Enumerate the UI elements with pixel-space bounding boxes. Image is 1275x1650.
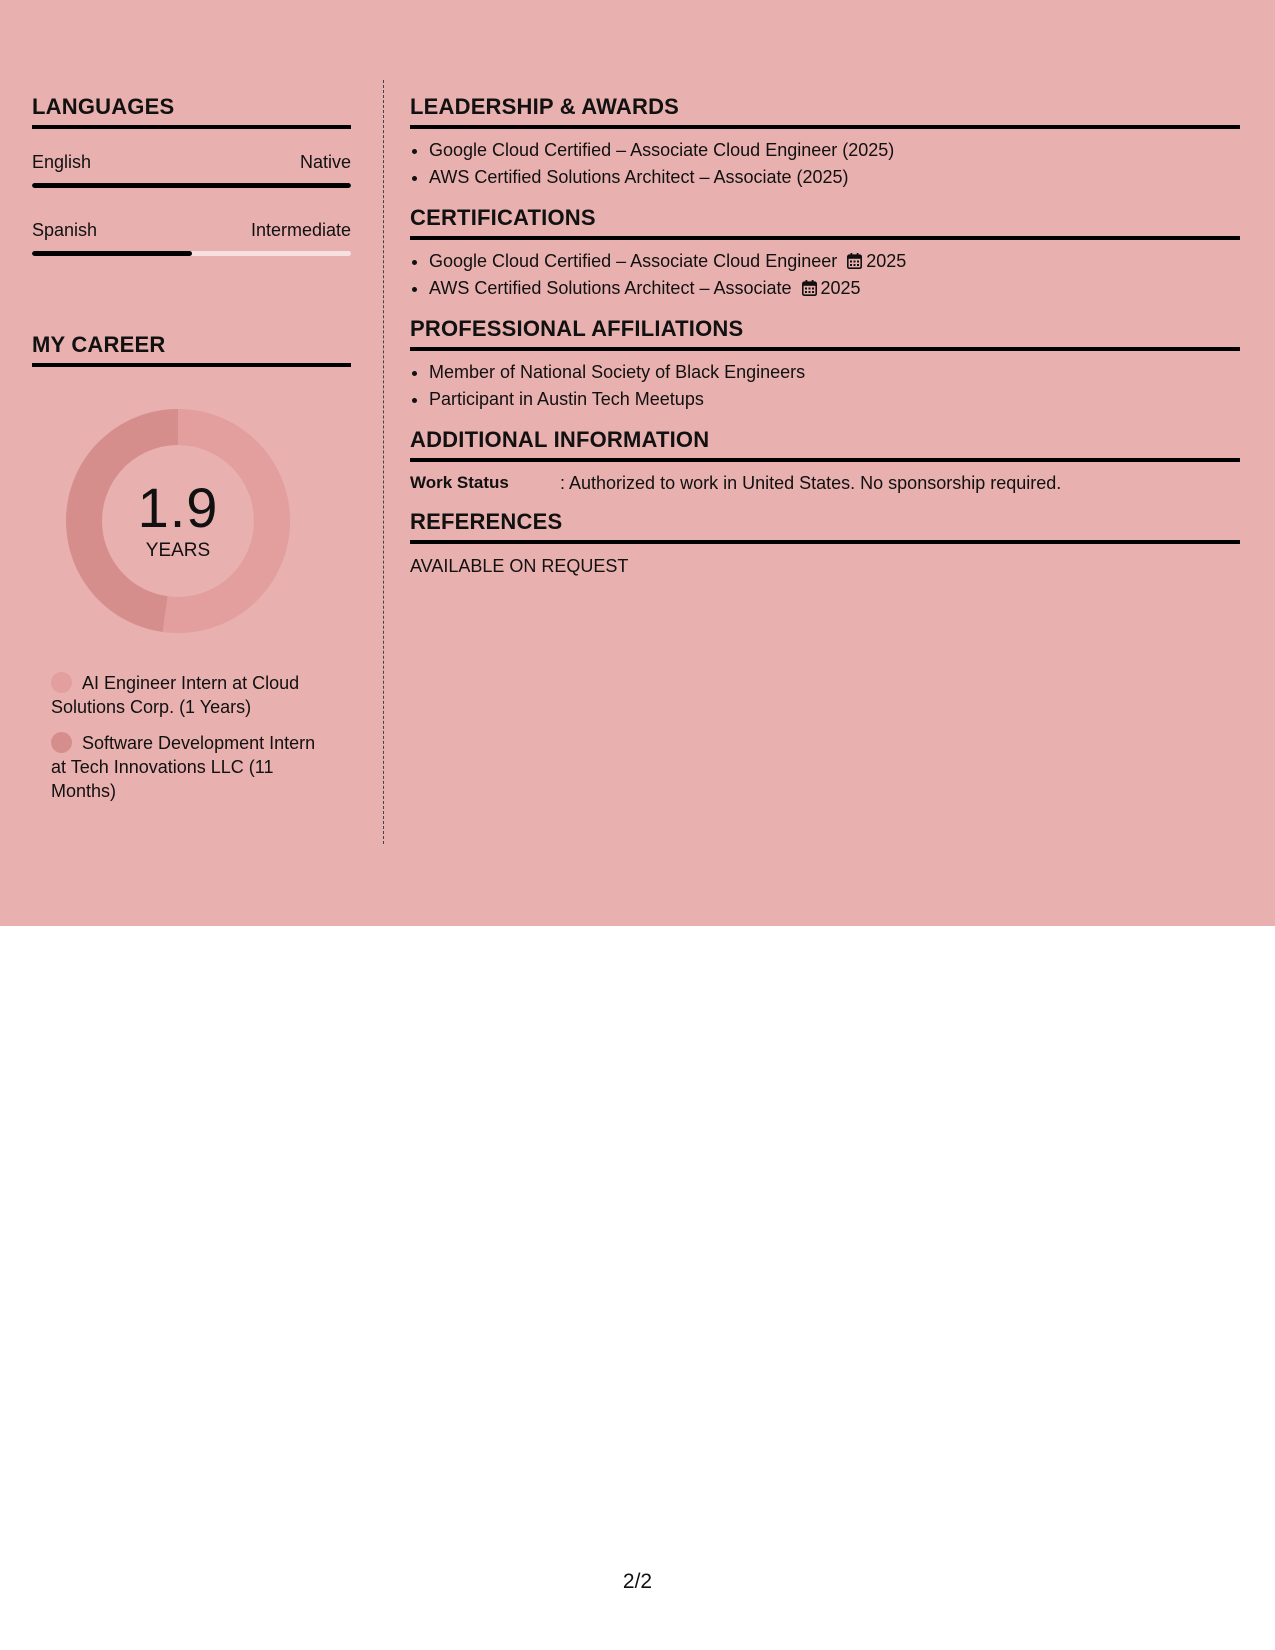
career-legend [51, 671, 321, 803]
career-donut-chart [66, 409, 290, 633]
leadership-item: • AWS Certified Solutions Architect – Associate (2025) [429, 164, 1240, 191]
career-title: MY CAREER [32, 332, 351, 367]
language-item-spanish [32, 219, 351, 256]
references-title: REFERENCES [410, 509, 1240, 544]
career-legend-item [51, 731, 321, 803]
language-proficiency-fill [32, 251, 192, 256]
language-proficiency-bar [32, 183, 351, 188]
certifications-section [410, 205, 1240, 302]
certification-year: 2025 [866, 251, 907, 271]
leadership-item: • Google Cloud Certified – Associate Cloud Engineer (2025) [429, 137, 1240, 164]
references-section [410, 509, 1240, 578]
certification-year: 2025 [820, 278, 861, 298]
career-legend-label: Software Development Intern at Tech Innovations LLC (11 Months) [51, 733, 316, 801]
language-proficiency-bar [32, 251, 351, 256]
language-level: Native [299, 152, 351, 172]
legend-dot-icon [51, 672, 72, 693]
language-name: Spanish [32, 220, 98, 240]
leadership-title: LEADERSHIP & AWARDS [410, 94, 1240, 129]
career-legend-label: AI Engineer Intern at Cloud Solutions Corp. (1 Years) [51, 673, 300, 717]
column-divider [383, 80, 384, 844]
legend-dot-icon [51, 732, 72, 753]
calendar-icon [802, 280, 817, 296]
right-column [410, 94, 1240, 592]
leadership-section [410, 94, 1240, 191]
certifications-title: CERTIFICATIONS [410, 205, 1240, 240]
affiliations-section [410, 316, 1240, 413]
languages-title: LANGUAGES [32, 94, 351, 129]
certification-name: AWS Certified Solutions Architect – Associate [429, 278, 792, 298]
affiliation-item: • Participant in Austin Tech Meetups [429, 386, 1240, 413]
affiliation-item: • Member of National Society of Black Engineers [429, 359, 1240, 386]
language-item-english [32, 151, 351, 188]
career-unit-label: YEARS [145, 540, 211, 561]
calendar-icon [847, 253, 862, 269]
certification-item [429, 248, 1240, 275]
affiliations-title: PROFESSIONAL AFFILIATIONS [410, 316, 1240, 351]
left-column [32, 94, 351, 815]
additional-info-title: ADDITIONAL INFORMATION [410, 427, 1240, 462]
work-status-row [410, 471, 1240, 495]
work-status-value: : Authorized to work in United States. No sponsorship required. [560, 473, 1062, 493]
language-name: English [32, 152, 92, 172]
language-proficiency-fill [32, 183, 351, 188]
language-level: Intermediate [250, 220, 351, 240]
work-status-label: Work Status [410, 473, 509, 492]
certification-name: Google Cloud Certified – Associate Cloud Engineer [429, 251, 838, 271]
career-legend-item [51, 671, 321, 719]
additional-info-section [410, 427, 1240, 495]
career-total-years: 1.9 [137, 476, 219, 539]
references-text: AVAILABLE ON REQUEST [410, 556, 629, 576]
certification-item [429, 275, 1240, 302]
page-number: 2/2 [622, 1570, 653, 1593]
